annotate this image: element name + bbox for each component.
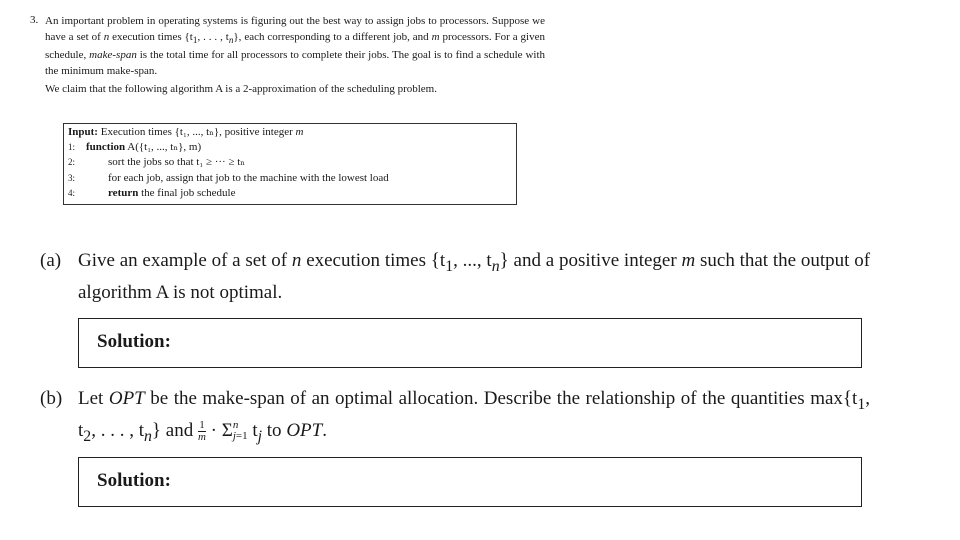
algorithm-input: Input: Execution times {t₁, ..., tₙ}, positive integer m xyxy=(68,126,304,138)
algorithm-line-4: 4: return the final job schedule xyxy=(68,186,236,199)
problem-statement xyxy=(45,14,545,98)
part-a xyxy=(40,248,870,306)
solution-label-b: Solution: xyxy=(97,470,171,491)
part-b-question: Let OPT be the make-span of an optimal allocation. Describe the relationship of the quantities $\max\{t_1$, $t_2$, . . . , $t_n$} and $\frac{1}{m}$ · Σ n j=1 $t_j$ to OPT. xyxy=(78,388,870,445)
algorithm-line-3: 3: for each job, assign that job to the machine with the lowest load xyxy=(68,171,389,184)
solution-box-b[interactable] xyxy=(78,457,862,507)
fraction-1-over-m: $\frac{1}{m}$ xyxy=(197,418,206,443)
solution-label-a: Solution: xyxy=(97,331,171,352)
algorithm-line-2: 2: sort the jobs so that t₁ ≥ ··· ≥ tₙ xyxy=(68,156,246,169)
problem-number: 3. xyxy=(30,14,39,26)
claim-text: We claim that the following algorithm A is a 2-approximation of the scheduling problem. xyxy=(45,83,437,96)
algorithm-line-1: 1: function A({t₁, ..., tₙ}, m) xyxy=(68,141,202,154)
sigma-symbol: Σ xyxy=(221,419,233,441)
algorithm-box xyxy=(63,123,517,205)
part-b xyxy=(40,386,870,450)
problem-intro: An important problem in operating systems is figuring out the best way to assign jobs to processors. Suppose we have a set of n execution times {$t_1$, . . . , $t_n$}, each corresponding to a different job, and m processors. For a given schedule, make-span is the total time for all processors to complete their jobs. The goal is to find a schedule with the minimum make-span. xyxy=(45,15,546,77)
part-a-label: (a) xyxy=(40,250,62,271)
part-b-label: (b) xyxy=(40,388,63,409)
solution-box-a[interactable] xyxy=(78,318,862,368)
part-a-question: Give an example of a set of n execution times {$t_1$, ..., $t_n$} and a positive integer m such that the output of algorithm A is not optimal. xyxy=(78,250,871,303)
